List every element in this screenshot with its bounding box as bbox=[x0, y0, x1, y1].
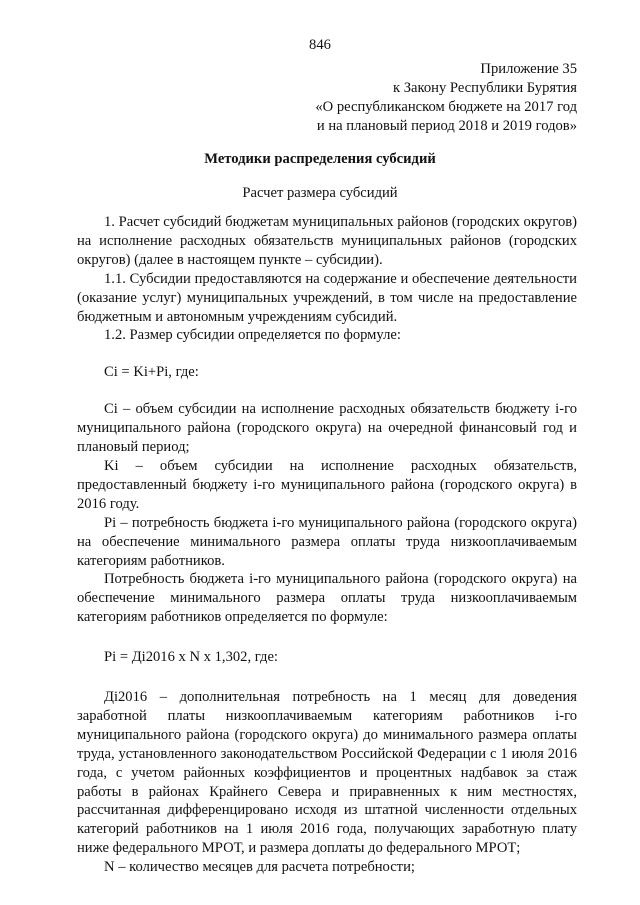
appendix-line: и на плановый период 2018 и 2019 годов» bbox=[316, 117, 577, 134]
appendix-header bbox=[315, 60, 577, 136]
page-number: 846 bbox=[309, 37, 331, 53]
document-subtitle: Расчет размера субсидий bbox=[242, 185, 398, 201]
paragraph: Pi – потребность бюджета i-го муниципального района (городского округа) на обеспечение минимального размера оплаты труда низкооплачиваемым категориям работников. bbox=[77, 514, 577, 569]
paragraph: Потребность бюджета i-го муниципального района (городского округа) на обеспечение минимального размера оплаты труда низкооплачиваемым категориям работников определяется по формуле: bbox=[77, 571, 577, 626]
paragraph: 1.1. Субсидии предоставляются на содержание и обеспечение деятельности (оказание услуг) муниципальных учреждений, в том числе на предоставление бюджетным и автономным учреждениям субсидий. bbox=[77, 270, 577, 325]
appendix-line: к Закону Республики Бурятия bbox=[392, 79, 577, 96]
formula: Pi = Дi2016 х N х 1,302, где: bbox=[104, 649, 278, 666]
paragraph: N – количество месяцев для расчета потребности; bbox=[104, 859, 415, 876]
appendix-line: Приложение 35 bbox=[480, 61, 577, 77]
document-body bbox=[77, 213, 577, 877]
formula: Ci = Ki+Pi, где: bbox=[104, 364, 199, 381]
paragraph: Ki – объем субсидии на исполнение расходных обязательств, предоставленный бюджету i-го муниципального района (городского округа) в 2016 году. bbox=[77, 457, 577, 512]
paragraph: Ci – объем субсидии на исполнение расходных обязательств бюджету i-го муниципального района (городского округа) на очередной финансовый год и плановый период; bbox=[77, 401, 577, 456]
document-title: Методики распределения субсидий bbox=[204, 151, 436, 167]
paragraph: Дi2016 – дополнительная потребность на 1 месяц для доведения заработной платы низкооплачиваемым категориям работников i-го муниципального района (городского округа) до минимального размера оплаты труда, установленного законодательством Российской Федерации с 1 июля 2016 года, с учетом районных коэффициентов и процентных надбавок за стаж работы в районах Крайнего Севера и приравненных к ним местностях, рассчитанная дифференцировано исходя из штатной численности отдельных категорий работников на 1 июля 2016 года, получающих заработную плату ниже федерального МРОТ, и размера доплаты до федерального МРОТ; bbox=[77, 689, 577, 857]
paragraph: 1. Расчет субсидий бюджетам муниципальных районов (городских округов) на исполнение расходных обязательств муниципальных районов (городских округов) (далее в настоящем пункте – субсидии). bbox=[77, 214, 577, 268]
paragraph: 1.2. Размер субсидии определяется по формуле: bbox=[104, 327, 401, 344]
appendix-line: «О республиканском бюджете на 2017 год bbox=[315, 98, 577, 115]
